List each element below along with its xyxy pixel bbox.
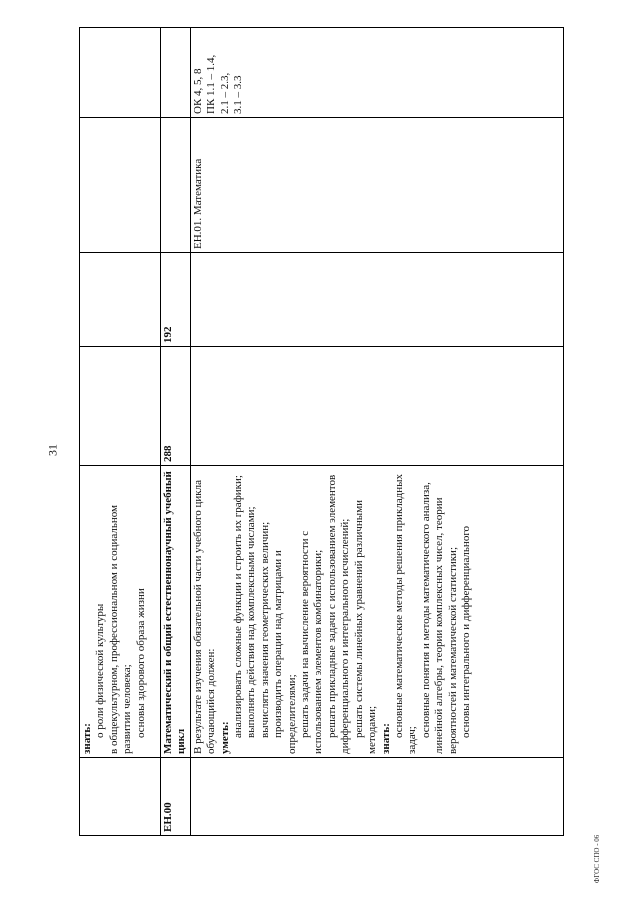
cell-empty bbox=[190, 347, 563, 466]
list-item: основы интегрального и дифференциального bbox=[459, 525, 472, 738]
competency-line: ОК 4, 5, 8 bbox=[191, 68, 204, 114]
cell-empty bbox=[80, 118, 161, 253]
cell-empty bbox=[161, 28, 191, 118]
cell-code-empty bbox=[190, 758, 563, 836]
competencies-cell bbox=[190, 28, 563, 118]
list-item: решать задачи на вычисление вероятности с использованием элементов комбинаторики; bbox=[299, 530, 325, 754]
list-item: о роли физической культуры bbox=[94, 603, 107, 738]
cell-empty bbox=[80, 253, 161, 347]
list-item: решать прикладные задачи с использованием элементов дифференциального и интегрального исчислений; bbox=[325, 474, 352, 754]
table-row-phys-ed bbox=[80, 28, 161, 836]
competency-line: ПК 1.1 – 1.4, bbox=[205, 54, 218, 114]
table-row-math bbox=[190, 28, 563, 836]
table-row-section-header bbox=[161, 28, 191, 836]
hours-max: 288 bbox=[161, 347, 191, 466]
list-item: выполнять действия над комплексными числами; bbox=[245, 506, 258, 738]
umet-label: уметь: bbox=[218, 721, 231, 754]
cell-code-empty bbox=[80, 758, 161, 836]
list-item: основные понятия и методы математического анализа, линейной алгебры, теории комплексных чисел, теории вероятностей и математической статистики; bbox=[419, 482, 459, 754]
list-item: анализировать сложные функции и строить их графики; bbox=[232, 475, 245, 738]
cell-math-requirements bbox=[190, 466, 563, 758]
hours-required: 192 bbox=[161, 253, 191, 347]
competency-line: 2.1 – 2.3, bbox=[218, 72, 231, 114]
list-item: вычислять значения геометрических величин; bbox=[258, 521, 271, 738]
cell-empty bbox=[190, 253, 563, 347]
footer bbox=[590, 828, 604, 890]
curriculum-table-rotated bbox=[79, 28, 564, 836]
cell-empty bbox=[80, 347, 161, 466]
section-code: ЕН.00 bbox=[161, 758, 191, 836]
competency-line: 3.1 – 3.3 bbox=[232, 75, 245, 114]
discipline-name: ЕН.01. Математика bbox=[190, 118, 563, 253]
curriculum-table bbox=[79, 27, 564, 836]
page-number-text: 31 bbox=[45, 444, 60, 456]
list-item: основы здорового образа жизни bbox=[134, 588, 147, 738]
list-item: в общекультурном, профессиональном и социальном развитии человека; bbox=[107, 505, 134, 754]
list-item: решать системы линейных уравнений различными методами; bbox=[352, 499, 379, 754]
znat-label: знать: bbox=[81, 723, 93, 754]
section-title: Математический и общий естественнонаучный учебный цикл bbox=[161, 466, 191, 758]
znat-label: знать: bbox=[379, 723, 392, 754]
list-item: основные математические методы решения прикладных задач; bbox=[392, 473, 419, 754]
intro-text: В результате изучения обязательной части учебного цикла обучающийся должен: bbox=[191, 480, 218, 754]
cell-empty bbox=[161, 118, 191, 253]
list-item: производить операции над матрицами и определителями; bbox=[272, 550, 298, 754]
cell-phys-ed-knowledge bbox=[80, 466, 161, 758]
cell-empty bbox=[80, 28, 161, 118]
footer-text: ФГОС СПО - 06 bbox=[593, 834, 601, 884]
page-number bbox=[46, 438, 60, 462]
